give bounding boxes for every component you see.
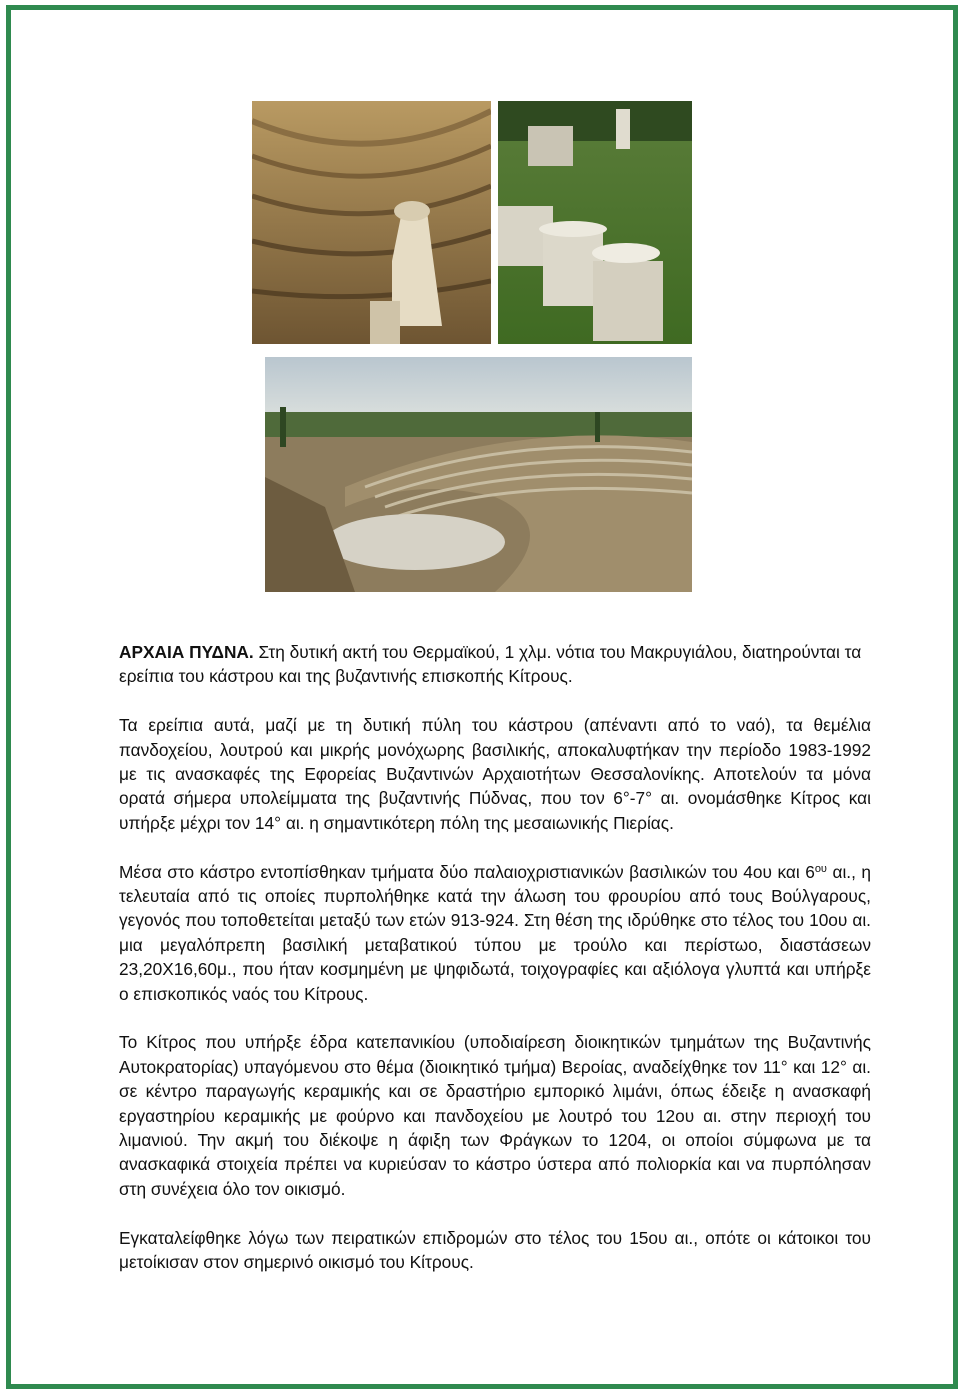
- basilicas-paragraph: [119, 860, 871, 1006]
- abandonment-paragraph: Εγκαταλείφθηκε λόγω των πειρατικών επιδρομών στο τέλος του 15ου αι., οπότε οι κάτοικοι του μετοίκισαν στον σημερινό οικισμό του Κίτρους.: [119, 1227, 871, 1273]
- basilicas-text-b: αι., η τελευταία από τις οποίες πυρπολήθηκε κατά την άλωση του φρουρίου από τους Βούλγαρους, γεγονός που τοποθετείται μεταξύ των ετών 913-924. Στη θέση της ιδρύθηκε στο τέλος του 10ου αι. μια μεγαλόπρεπη βασιλική μεταβατικού τύπου με τρούλο και περίστωο, διαστάσεων 23,20Χ16,60μ., που ήταν κοσμημένη με ψηφιδωτά, τοιχογραφίες και αξιόλογα γλυπτά και υπήρξε ο επισκοπικός ναός του Κίτρους.: [119, 861, 871, 1004]
- column-bases-photo: [498, 101, 692, 344]
- intro-text: Στη δυτική ακτή του Θερμαϊκού, 1 χλμ. νότια του Μακρυγιάλου, διατηρούνται τα ερείπια του κάστρου και της βυζαντινής επισκοπής Κίτρους.: [119, 642, 862, 687]
- basilicas-text-a: Μέσα στο κάστρο εντοπίσθηκαν τμήματα δύο παλαιοχριστιανικών βασιλικών του 4ου και 6: [119, 861, 815, 882]
- kitros-history-paragraph: Το Κίτρος που υπήρξε έδρα κατεπανικίου (υποδιαίρεση διοικητικών τμημάτων της Βυζαντινής Αυτοκρατορίας) υπαγόμενου στο θέμα (διοικητικό τμήμα) Βεροίας, αναδείχθηκε τον 11° και 12° αι. σε κέντρο παραγωγής κεραμικής και σε δραστήριο εμπορικό λιμάνι, όπως έδειξε η ανασκαφή εργαστηρίου κεραμικής με φούρνο και πανδοχείου με λουτρό του 12ου αι. στην περιοχή του λιμανιού. Την ακμή του διέκοψε η άφιξη των Φράγκων το 1204, οι οποίοι σύμφωνα με τα ανασκαφικά στοιχεία πρέπει να κυριεύσαν το κάστρο ύστερα από πολιορκία και να πυρπόλησαν στη συνέχεια όλο τον οικισμό.: [119, 1032, 871, 1199]
- intro-paragraph: [119, 640, 871, 689]
- statue-photo: [252, 101, 491, 344]
- article-text: [119, 640, 871, 1299]
- excavation-paragraph: Τα ερείπια αυτά, μαζί με τη δυτική πύλη του κάστρου (απέναντι από το ναό), τα θεμέλια πανδοχείου, λουτρού και μικρής μονόχωρης βασιλικής, αποκαλυφτήκαν την περίοδο 1983-1992 με τις ανασκαφές της Εφορείας Βυζαντινών Αρχαιοτήτων Θεσσαλονίκης. Αποτελούν τα μόνα ορατά σήμερα υπολείμματα της βυζαντινής Πύδνας, που τον 6°-7° αι. ονομάσθηκε Κίτρος και υπήρξε μέχρι τον 14° αι. η σημαντικότερη πόλη της μεσαιωνικής Πιερίας.: [119, 715, 871, 833]
- heading-title: ΑΡΧΑΙΑ ΠΥΔΝΑ.: [119, 642, 254, 662]
- ancient-theatre-photo: [265, 357, 692, 592]
- ordinal-superscript: ου: [814, 862, 827, 875]
